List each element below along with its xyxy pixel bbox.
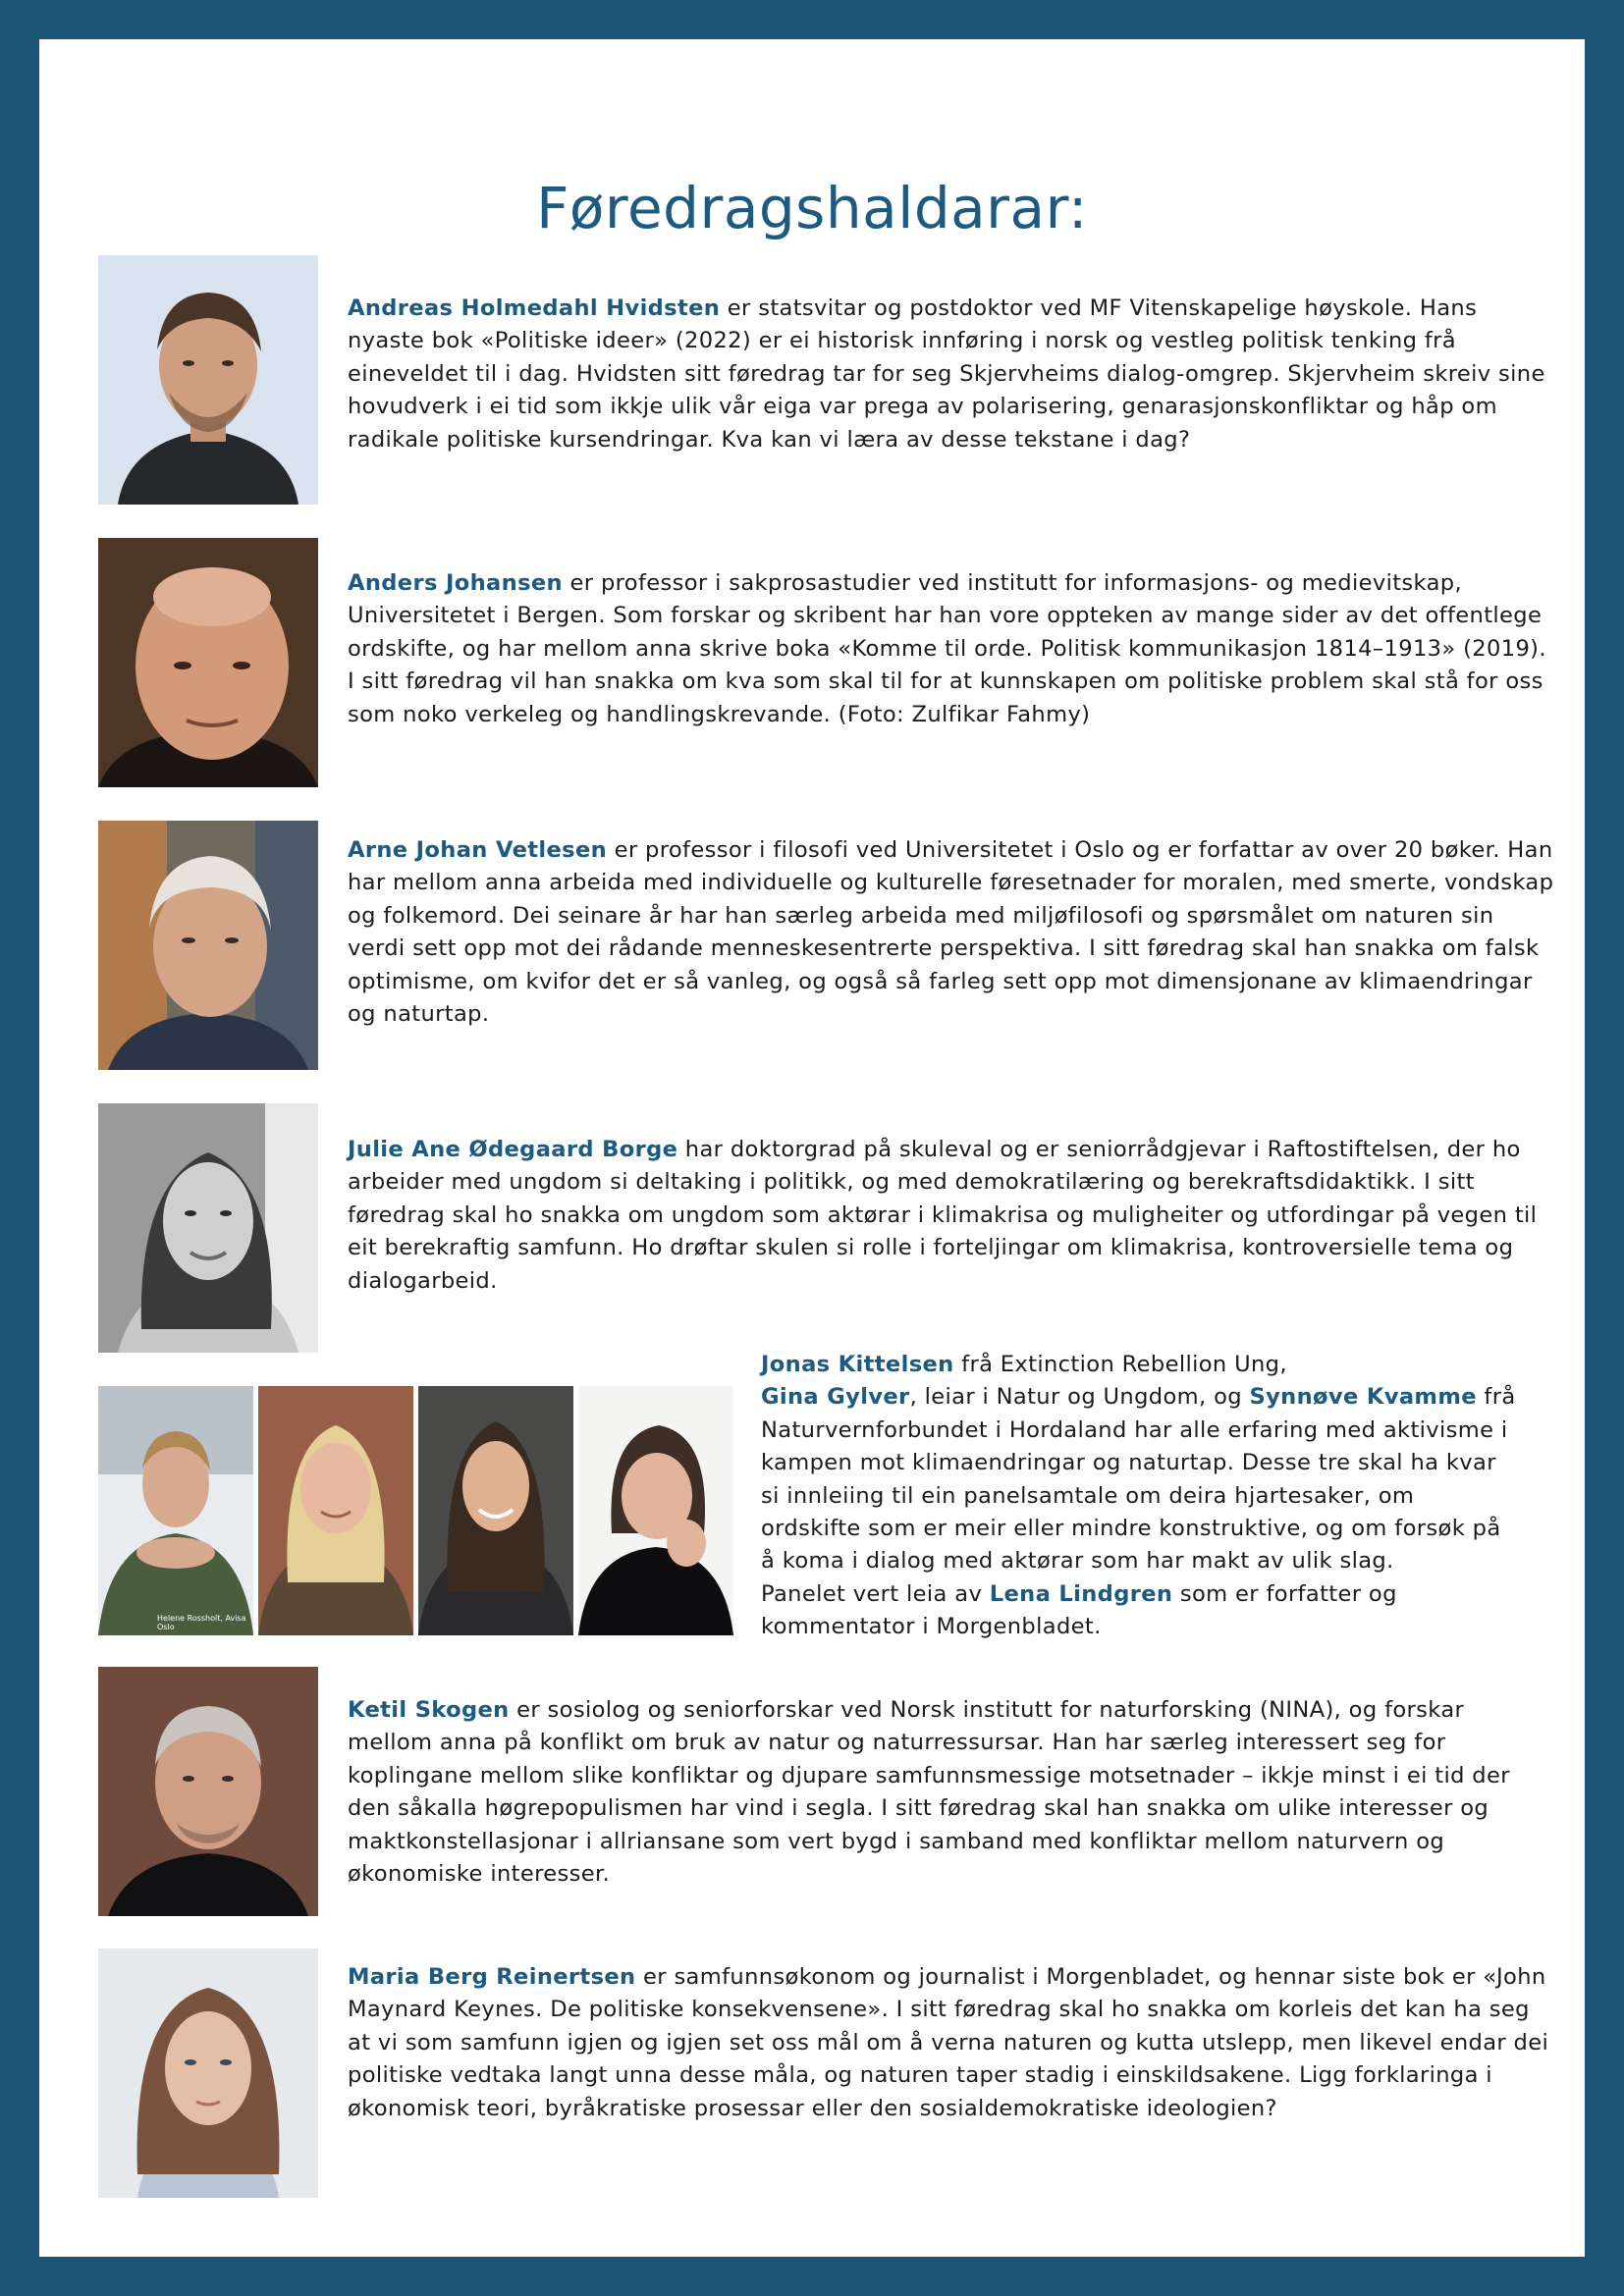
page-title: Føredragshaldarar: [536,175,1088,241]
speaker-bio-text: er statsvitar og postdoktor ved MF Vitenskapelige høyskole. Hans nyaste bok «Politiske ideer» (2022) er ei historisk innføring i norsk og vestleg politisk tenking frå eineveldet til i dag. Hvidsten sitt føredrag tar for seg Skjervheims dialog-omgrep. Skjervheim skreiv sine hovudverk i ei tid som ikkje ulik vår eiga var prega av polarisering, genarasjonskonfliktar og håp om radikale politiske kursendringar. Kva kan vi læra av desse tekstane i dag? [348,295,1545,453]
speaker-bio-johansen [348,567,1555,731]
speaker-name: Arne Johan Vetlesen [348,837,608,863]
speaker-bio-skogen [348,1694,1555,1891]
speaker-bio-hvidsten [348,293,1555,456]
speaker-photo-reinertsen [98,1949,318,2198]
speaker-photo-vetlesen [98,821,318,1070]
speaker-photo-borge [98,1103,318,1353]
speaker-photo-johansen [98,538,318,787]
speaker-name: Andreas Holmedahl Hvidsten [348,295,721,321]
photo-credit: Helene Rossholt, Avisa Oslo [157,1614,246,1631]
speaker-name: Ketil Skogen [348,1697,510,1723]
speaker-bio-text: er professor i sakprosastudier ved institutt for informasjons- og medievitskap, Universitetet i Bergen. Som forskar og skribent har han vore oppteken av mange sider av det offentlege ordskifte, og har mellom anna skrive boka «Komme til orde. Politisk kommunikasjon 1814–1913» (2019). I sitt føredrag vil han snakka om kva som skal til for at kunnskapen om politiske problem skal stå for oss som noko verkeleg og handlingskrevande. (Foto: Zulfikar Fahmy) [348,570,1546,727]
speaker-name: Maria Berg Reinertsen [348,1964,636,1990]
panel-photo-lindgren [578,1386,733,1635]
speaker-bio-text: har doktorgrad på skuleval og er seniorrådgjevar i Raftostiftelsen, der ho arbeider med ungdom si deltaking i politikk, og med demokratilæring og berekraftsdidaktikk. I sitt føredrag skal ho snakka om ungdom som aktørar i klimakrisa og muligheiter og utfordingar på vegen til eit berekraftig samfunn. Ho drøftar skulen si rolle i forteljingar om klimakrisa, kontroversielle tema og dialogarbeid. [348,1137,1538,1294]
speaker-bio-text: er sosiolog og seniorforskar ved Norsk institutt for naturforsking (NINA), og forskar mellom anna på konflikt om bruk av natur og naturressursar. Han har særleg interessert seg for koplingane mellom slike konfliktar og djupare samfunnsmessige motsetnader – ikkje minst i ei tid der den såkalla høgrepopulismen har vind i segla. I sitt føredrag skal han snakka om ulike interesser og maktkonstellasjonar i allriansane som vert bygd i samband med konfliktar mellom naturvern og økonomiske interesser. [348,1697,1510,1888]
speaker-bio-text: er professor i filosofi ved Universitetet i Oslo og er forfattar av over 20 bøker. Han har mellom anna arbeida med individuelle og kulturelle føresetnader for moralen, med smerte, vondskap og folkemord. Dei seinare år har han særleg arbeida med miljøfilosofi og spørsmålet om naturen sin verdi sett opp mot dei rådande menneskesentrerte perspektiva. I sitt føredrag skal han snakka om falsk optimisme, om kvifor det er så vanleg, og også så farleg sett opp mot dimensjonane av klimaendringar og naturtap. [348,837,1554,1028]
panel-name-kvamme: Synnøve Kvamme [1249,1384,1477,1411]
panel-photo-kvamme [418,1386,573,1635]
speaker-name: Julie Ane Ødegaard Borge [348,1137,678,1162]
speaker-bio-vetlesen [348,834,1555,1031]
panel-moderator-name: Lena Lindgren [989,1580,1173,1607]
speaker-photo-skogen [98,1667,318,1916]
panel-name-kittelsen: Jonas Kittelsen [761,1352,954,1377]
panel-description: Jonas Kittelsen frå Extinction Rebellion Ung, Gina Gylver, leiar i Natur og Ungdom, og Synnøve Kvamme frå Naturvernforbundet i Hordaland har alle erfaring med aktivisme i kampen mot klimaendringar og naturtap. Desse tre skal ha kvar si innleiing til ein panelsamtale om deira hjartesaker, om ordskifte som er meir eller mindre konstruktive, og om forsøk på å koma i dialog med aktørar som har makt av ulik slag. Panelet vert leia av Lena Lindgren som er forfatter og kommentator i Morgenbladet. [761,1352,1516,1640]
speaker-bio-borge [348,1134,1555,1298]
speaker-photo-hvidsten [98,255,318,505]
panel-name-gylver: Gina Gylver [761,1384,910,1411]
speaker-bio-text: er samfunnsøkonom og journalist i Morgenbladet, og hennar siste bok er «John Maynard Keynes. De politiske konsekvensene». I sitt føredrag skal ho snakka om korleis det kan ha seg at vi som samfunn igjen og igjen set oss mål om å verna naturen og kutta utslepp, men likevel endar dei politiske vedtaka langt unna desse måla, og naturen taper stadig i einskildsakene. Ligg forklaringa i økonomisk teori, byråkratiske prosessar eller den sosialdemokratiske ideologien? [348,1964,1549,2121]
speaker-bio-reinertsen [348,1961,1555,2125]
speaker-name: Anders Johansen [348,570,563,596]
panel-photo-kittelsen [98,1386,253,1635]
panel-photo-gylver [258,1386,413,1635]
page [39,39,1585,2257]
